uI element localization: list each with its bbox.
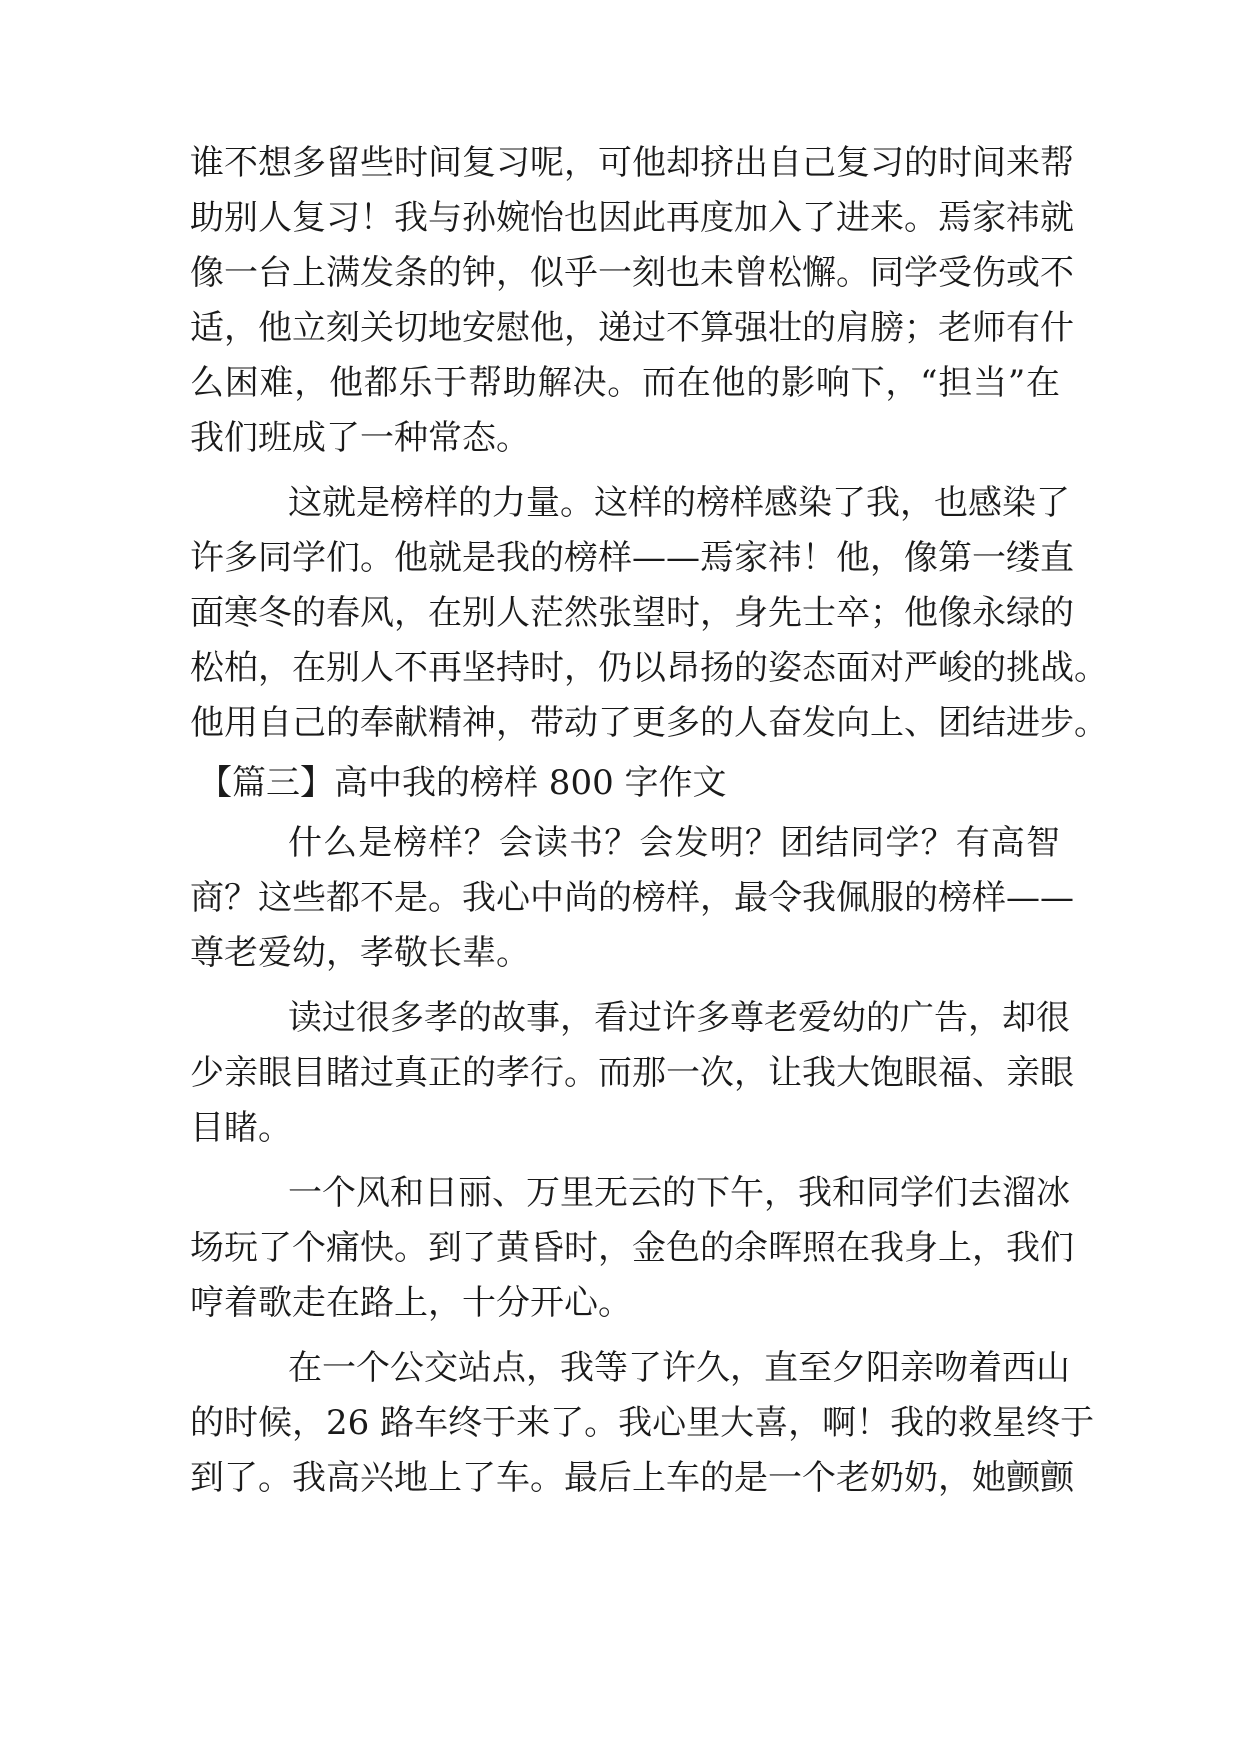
text-line: 松柏，在别人不再坚持时，仍以昂扬的姿态面对严峻的挑战。 [190,648,1108,688]
paragraph-first-line: 这就是榜样的力量。这样的榜样感染了我，也感染了 [288,483,1070,523]
text-line: 目睹。 [190,1108,292,1148]
text-line: 像一台上满发条的钟，似乎一刻也未曾松懈。同学受伤或不 [190,253,1074,293]
text-line: 我们班成了一种常态。 [190,418,530,458]
text-line: 少亲眼目睹过真正的孝行。而那一次，让我大饱眼福、亲眼 [190,1053,1074,1093]
text-line: 到了。我高兴地上了车。最后上车的是一个老奶奶，她颤颤 [190,1458,1074,1498]
text-line: 谁不想多留些时间复习呢，可他却挤出自己复习的时间来帮 [190,143,1074,183]
text-line: 他用自己的奉献精神，带动了更多的人奋发向上、团结进步。 [190,703,1108,743]
paragraph-first-line: 读过很多孝的故事，看过许多尊老爱幼的广告，却很 [288,998,1070,1038]
paragraph-first-line: 在一个公交站点，我等了许久，直至夕阳亲吻着西山 [288,1348,1070,1388]
paragraph-first-line: 什么是榜样？会读书？会发明？团结同学？有高智 [288,823,1060,863]
text-line: 么困难，他都乐于帮助解决。而在他的影响下，“担当”在 [190,363,1060,403]
text-line: 许多同学们。他就是我的榜样——焉家祎！他，像第一缕直 [190,538,1074,578]
paragraph-first-line: 一个风和日丽、万里无云的下午，我和同学们去溜冰 [288,1173,1070,1213]
text-line: 助别人复习！我与孙婉怡也因此再度加入了进来。焉家祎就 [190,198,1074,238]
text-line: 面寒冬的春风，在别人茫然张望时，身先士卒；他像永绿的 [190,593,1074,633]
text-line: 商？这些都不是。我心中尚的榜样，最令我佩服的榜样—— [190,878,1074,918]
text-line: 适，他立刻关切地安慰他，递过不算强壮的肩膀；老师有什 [190,308,1074,348]
section-heading: 【篇三】高中我的榜样 800 字作文 [198,763,727,803]
text-line: 场玩了个痛快。到了黄昏时，金色的余晖照在我身上，我们 [190,1228,1074,1268]
text-line: 哼着歌走在路上，十分开心。 [190,1283,632,1323]
text-line: 的时候，26 路车终于来了。我心里大喜，啊！我的救星终于 [190,1403,1095,1443]
text-line: 尊老爱幼，孝敬长辈。 [190,933,530,973]
